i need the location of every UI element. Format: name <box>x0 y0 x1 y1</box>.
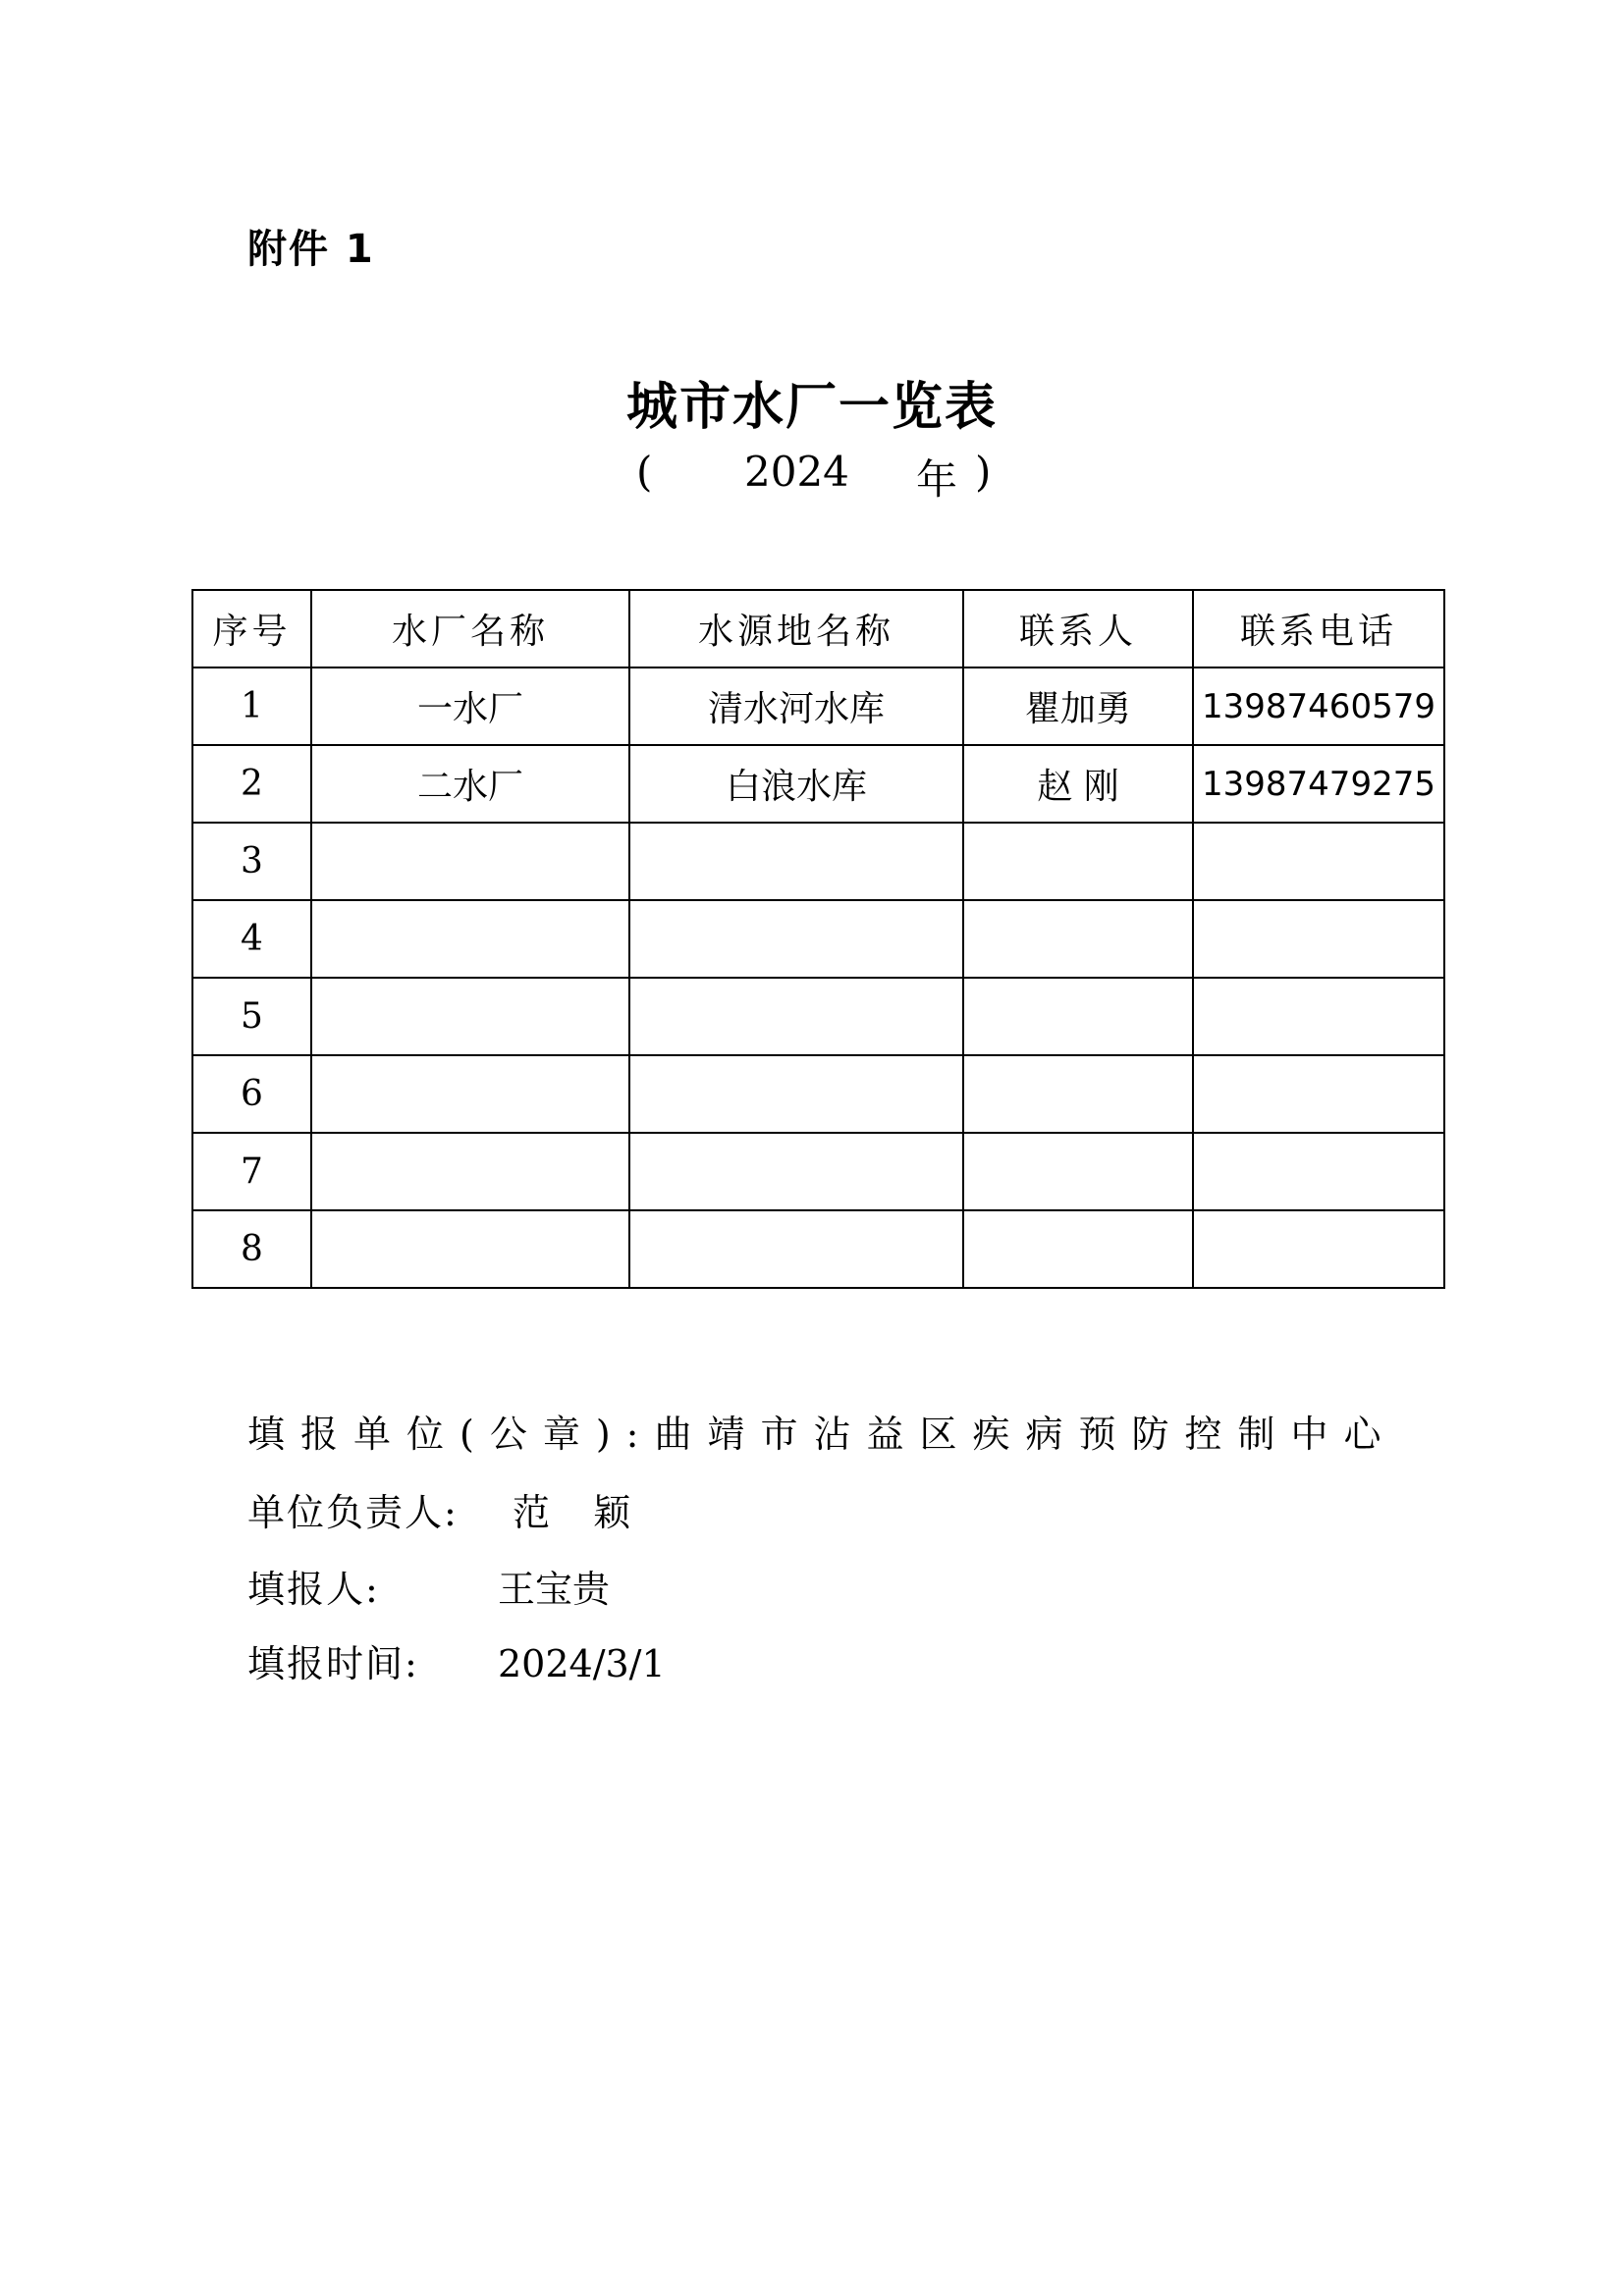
cell-plant-name: 二水厂 <box>311 745 629 823</box>
cell-no: 6 <box>192 1055 311 1133</box>
cell-source-name <box>629 1055 963 1133</box>
paren-open: ( <box>636 448 653 496</box>
paren-close: ) <box>975 448 992 496</box>
cell-contact <box>963 1210 1193 1288</box>
cell-no: 1 <box>192 667 311 745</box>
cell-contact <box>963 900 1193 978</box>
cell-contact: 赵 刚 <box>963 745 1193 823</box>
cell-phone: 13987479275 <box>1193 745 1444 823</box>
cell-source-name <box>629 978 963 1055</box>
reporting-unit-line: 填报单位(公章):曲靖市沾益区疾病预防控制中心 <box>247 1413 1397 1456</box>
cell-no: 8 <box>192 1210 311 1288</box>
cell-source-name: 清水河水库 <box>629 667 963 745</box>
year-value: 2024 <box>744 448 849 496</box>
water-plant-table <box>191 589 1445 1289</box>
column-header-contact: 联系人 <box>963 590 1193 667</box>
column-header-no: 序号 <box>192 590 311 667</box>
table-row <box>192 1210 1444 1288</box>
cell-plant-name <box>311 1055 629 1133</box>
cell-phone <box>1193 978 1444 1055</box>
cell-contact: 瞿加勇 <box>963 667 1193 745</box>
table-row <box>192 978 1444 1055</box>
cell-contact <box>963 1133 1193 1210</box>
cell-no: 3 <box>192 823 311 900</box>
column-header-source-name: 水源地名称 <box>629 590 963 667</box>
attachment-label: 附件 1 <box>247 227 375 272</box>
table-row <box>192 1055 1444 1133</box>
year-subtitle <box>636 448 1009 507</box>
year-unit: 年 <box>916 455 958 504</box>
column-header-plant-name: 水厂名称 <box>311 590 629 667</box>
cell-source-name <box>629 900 963 978</box>
table-row <box>192 667 1444 745</box>
cell-source-name <box>629 1210 963 1288</box>
table-row <box>192 745 1444 823</box>
cell-contact <box>963 823 1193 900</box>
unit-head-value: 范 颖 <box>513 1491 647 1534</box>
cell-phone <box>1193 823 1444 900</box>
filler-label: 填报人: <box>247 1568 380 1611</box>
cell-plant-name <box>311 1133 629 1210</box>
cell-contact <box>963 1055 1193 1133</box>
cell-source-name <box>629 823 963 900</box>
fill-time-line <box>247 1633 666 1687</box>
filler-line <box>247 1559 610 1613</box>
cell-contact <box>963 978 1193 1055</box>
page-title: 城市水厂一览表 <box>625 377 998 437</box>
cell-phone <box>1193 900 1444 978</box>
table-row <box>192 823 1444 900</box>
cell-plant-name: 一水厂 <box>311 667 629 745</box>
cell-phone <box>1193 1133 1444 1210</box>
cell-phone <box>1193 1210 1444 1288</box>
column-header-phone: 联系电话 <box>1193 590 1444 667</box>
cell-no: 2 <box>192 745 311 823</box>
filler-value: 王宝贵 <box>498 1568 611 1611</box>
fill-time-label: 填报时间: <box>247 1642 419 1685</box>
cell-source-name: 白浪水库 <box>629 745 963 823</box>
table-row <box>192 900 1444 978</box>
cell-plant-name <box>311 978 629 1055</box>
cell-no: 5 <box>192 978 311 1055</box>
unit-head-line <box>247 1482 646 1536</box>
cell-plant-name <box>311 900 629 978</box>
cell-no: 7 <box>192 1133 311 1210</box>
table-row <box>192 1133 1444 1210</box>
cell-phone <box>1193 1055 1444 1133</box>
cell-no: 4 <box>192 900 311 978</box>
table-header-row <box>192 590 1444 667</box>
fill-time-value: 2024/3/1 <box>498 1642 666 1685</box>
cell-phone: 13987460579 <box>1193 667 1444 745</box>
cell-plant-name <box>311 823 629 900</box>
cell-plant-name <box>311 1210 629 1288</box>
cell-source-name <box>629 1133 963 1210</box>
unit-head-label: 单位负责人: <box>247 1491 459 1534</box>
